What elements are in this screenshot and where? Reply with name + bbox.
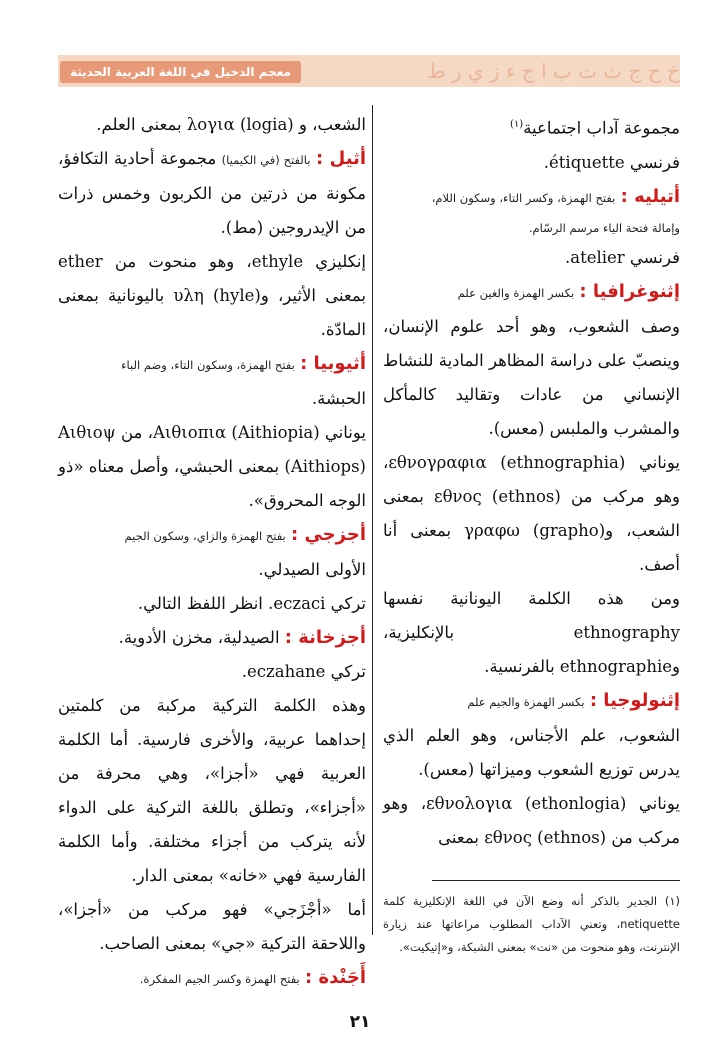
dictionary-entry	[58, 142, 366, 245]
dictionary-entry	[58, 518, 366, 553]
pronunciation-gloss: بفتح الهمزة، وسكون التاء، وضم الباء	[121, 358, 295, 372]
dictionary-entry	[58, 961, 366, 996]
paragraph-text: مجموعة آداب اجتماعية	[523, 118, 680, 138]
body-paragraph	[58, 108, 366, 142]
headword: أجزخانة :	[284, 627, 366, 648]
pronunciation-gloss: بكسر الهمزة والغين علم	[457, 285, 575, 300]
body-paragraph	[383, 787, 680, 855]
paragraph-text: وهذه الكلمة التركية مركبة من كلمتين إحداهما عربية، والأخرى فارسية. أما الكلمة العربية فهي «أجزا»، وهي محرفة من «أجزاء»، وتطلق باللغة التركية على الدواء لأنه يتركب من أجزاء مختلفة. وأما الكلمة الفارسية فهي «خانه» بمعنى الدار.	[58, 696, 366, 885]
dictionary-entry	[383, 275, 680, 310]
paragraph-text: يوناني εθνογραφια (ethnographia)، وهو مركب من εθνος (ethnos) بمعنى الشعب، وγραφω (grapho) بمعنى أنا أصف.	[383, 452, 681, 574]
footnote	[383, 890, 680, 959]
column-divider	[372, 105, 373, 935]
paragraph-text: الحبشة.	[311, 389, 366, 408]
body-paragraph	[383, 310, 680, 446]
entry-definition: الصيدلية، مخزن الأدوية.	[118, 628, 280, 647]
paragraph-text: إنكليزي ethyle، وهو منحوت من ether بمعنى الأثير، وυλη (hyle) باليونانية بمعنى المادّة.	[58, 252, 367, 339]
body-paragraph	[58, 655, 366, 689]
book-title: معجم الدخيل في اللغة العربية الحديثة	[60, 61, 301, 83]
right-column	[383, 108, 680, 855]
header-ornament: خ ح ج ث ت ب ا ج ء ز ي ر ط	[427, 59, 680, 83]
dictionary-entry	[58, 347, 366, 382]
body-paragraph	[58, 382, 366, 416]
paragraph-text: يوناني Αιθιοπια (Aithiopia)، من Αιθιοψ (Aithiops) بمعنى الحبشي، وأصل معناه «ذو الوجه المحروق».	[58, 423, 367, 510]
body-paragraph	[383, 146, 680, 180]
page-number: ٢١	[349, 1012, 371, 1032]
dictionary-entry	[383, 684, 680, 719]
headword: إثنوغرافيا :	[579, 280, 680, 302]
dictionary-entry	[58, 621, 366, 655]
paragraph-text: الأولى الصيدلي.	[258, 560, 366, 579]
paragraph-text: تركي eczaci. انظر اللفظ التالي.	[137, 594, 366, 613]
paragraph-text: يوناني εθνολογια (ethonlogia)، وهو مركب من εθνος (ethnos) بمعنى	[383, 793, 681, 847]
left-column	[58, 108, 366, 996]
body-paragraph	[58, 245, 366, 347]
body-paragraph	[383, 582, 680, 684]
paragraph-text: ومن هذه الكلمة اليونانية نفسها ethnography بالإنكليزية، وethnographie بالفرنسية.	[383, 588, 680, 676]
headword: أجزجي :	[291, 524, 366, 545]
footnote-rule	[432, 880, 680, 881]
footnote-text: (١) الجدير بالذكر أنه وضع الآن في اللغة الإنكليزية كلمة netiquette، وتعني الآداب المطلوب مراعاتها عند زيارة الإنترنت، وهو منحوت من «نت» بمعنى الشبكة، و«إتيكيت».	[383, 894, 680, 954]
paragraph-text: وصف الشعوب، وهو أحد علوم الإنسان، وينصبّ على دراسة المظاهر المادية للنشاط الإنساني من عادات وتقاليد كالمأكل والمشرب والملبس (معس).	[383, 316, 680, 438]
body-paragraph	[383, 446, 680, 582]
pronunciation-gloss: بفتح الهمزة وكسر الجيم المفكرة.	[139, 972, 300, 986]
body-paragraph	[58, 553, 366, 587]
body-paragraph	[383, 719, 680, 787]
body-paragraph	[383, 241, 680, 275]
paragraph-text: فرنسي étiquette.	[543, 152, 680, 172]
pronunciation-gloss: بكسر الهمزة والجيم علم	[467, 694, 585, 709]
paragraph-text: فرنسي atelier.	[564, 247, 680, 267]
pronunciation-gloss: بالفتح (في الكيميا)	[221, 153, 311, 167]
paragraph-text: تركي eczahane.	[241, 662, 366, 681]
pronunciation-gloss: بفتح الهمزة، وكسر التاء، وسكون اللام،	[431, 190, 616, 205]
headword: إثنولوجيا :	[589, 689, 680, 711]
paragraph-text: الشعب، و λογια (logia) بمعنى العلم.	[96, 115, 366, 134]
headword: أثيوبيا :	[300, 353, 366, 374]
body-paragraph	[58, 893, 366, 961]
body-paragraph	[58, 587, 366, 621]
headword: أتيليه :	[620, 185, 680, 207]
pronunciation-gloss: وإمالة فتحة الياء مرسم الرسّام.	[528, 220, 680, 235]
paragraph-text: الشعوب، علم الأجناس، وهو العلم الذي يدرس توزيع الشعوب وميزاتها (معس).	[383, 725, 680, 779]
body-paragraph	[383, 108, 680, 146]
headword: أَجَنْدة :	[305, 967, 366, 988]
body-paragraph	[58, 416, 366, 518]
headword: أثيل :	[315, 148, 366, 169]
body-paragraph	[58, 689, 366, 893]
entry-definition: مجموعة أحادية التكافؤ، مكونة من ذرتين من الكربون وخمس ذرات من الإيدروجين (مط).	[58, 149, 366, 237]
footnote-marker: (١)	[510, 119, 524, 130]
dictionary-entry	[383, 180, 680, 215]
pronunciation-gloss: بفتح الهمزة والزاي، وسكون الجيم	[124, 529, 286, 543]
paragraph-text: أما «أجْزَجي» فهو مركب من «أجزا»، واللاحقة التركية «جي» بمعنى الصاحب.	[58, 900, 366, 953]
running-header	[58, 55, 680, 87]
